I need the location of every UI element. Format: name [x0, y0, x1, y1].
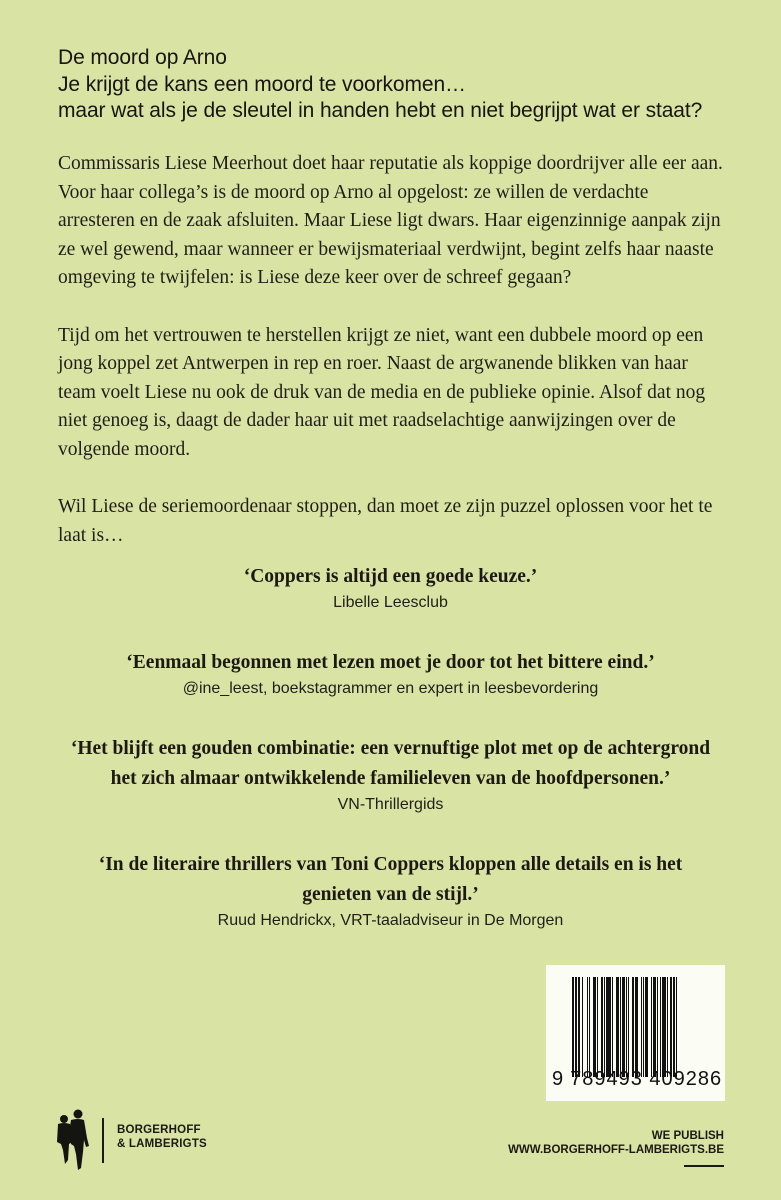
logo-divider: [102, 1118, 104, 1163]
publisher-slogan: WE PUBLISH: [651, 1130, 724, 1142]
quote-text: ‘Eenmaal begonnen met lezen moet je door tot het bittere eind.’: [126, 652, 655, 673]
tagline-question: maar wat als je de sleutel in handen hebt en niet begrijpt wat er staat?: [58, 99, 703, 122]
quote-attribution: Ruud Hendrickx, VRT-taaladviseur in De Morgen: [217, 912, 564, 929]
quote-attribution: VN-Thrillergids: [337, 796, 444, 813]
quote-attribution: Libelle Leesclub: [333, 594, 448, 611]
review-quotes: [40, 562, 741, 966]
quote-text: ‘In de literaire thrillers van Toni Coppers kloppen alle details en is het: [98, 854, 683, 875]
blurb-paragraph: Wil Liese de seriemoordenaar stoppen, dan moet ze zijn puzzel oplossen voor het te laat is…: [58, 496, 713, 546]
quote-text: genieten van de stijl.’: [302, 884, 479, 905]
isbn-lead-digit: 9: [552, 1068, 565, 1090]
barcode-bars: [572, 977, 712, 1077]
publisher-logo: [52, 1108, 242, 1178]
review-quote: [40, 562, 741, 614]
two-walking-figures-icon: [52, 1108, 97, 1176]
publisher-rule: [684, 1165, 724, 1167]
isbn-number: [552, 1067, 722, 1091]
publisher-info: [508, 1130, 724, 1157]
review-quote: [40, 850, 741, 932]
review-quote: [40, 648, 741, 700]
tagline: [58, 45, 702, 125]
quote-text: ‘Coppers is altijd een goede keuze.’: [243, 566, 538, 587]
isbn-barcode: [546, 965, 725, 1101]
tagline-hook: Je krijgt de kans een moord te voorkomen…: [58, 72, 466, 96]
blurb-paragraph: Commissaris Liese Meerhout doet haar reputatie als koppige doordrijver alle eer aan. Voor haar collega’s is de moord op Arno al opgelost: ze willen de verdachte arresteren en de zaak afsluiten. Maar Liese ligt dwars. Haar eigenzinnige aanpak zijn ze wel gewend, maar wanneer er bewijsmateriaal verdwijnt, begint zelfs haar naaste omgeving te twijfelen: is Liese deze keer over de schreef gegaan?: [58, 153, 723, 289]
isbn-digits: 789493 409286: [570, 1068, 723, 1090]
quote-text: ‘Het blijft een gouden combinatie: een vernuftige plot met op de achtergrond: [70, 738, 711, 759]
blurb: [58, 150, 728, 579]
publisher-name: BORGERHOFF & LAMBERIGTS: [117, 1124, 207, 1150]
publisher-website: WWW.BORGERHOFF-LAMBERIGTS.BE: [508, 1143, 724, 1156]
review-quote: [40, 734, 741, 816]
tagline-title: De moord op Arno: [58, 46, 227, 69]
quote-text: het zich almaar ontwikkelende familieleven van de hoofdpersonen.’: [110, 768, 671, 789]
quote-attribution: @ine_leest, boekstagrammer en expert in leesbevordering: [182, 680, 599, 697]
blurb-paragraph: Tijd om het vertrouwen te herstellen krijgt ze niet, want een dubbele moord op een jong koppel zet Antwerpen in rep en roer. Naast de argwanende blikken van haar team voelt Liese nu ook de druk van de media en de publieke opinie. Alsof dat nog niet genoeg is, daagt de dader haar uit met raadselachtige aanwijzingen over de volgende moord.: [58, 324, 706, 460]
